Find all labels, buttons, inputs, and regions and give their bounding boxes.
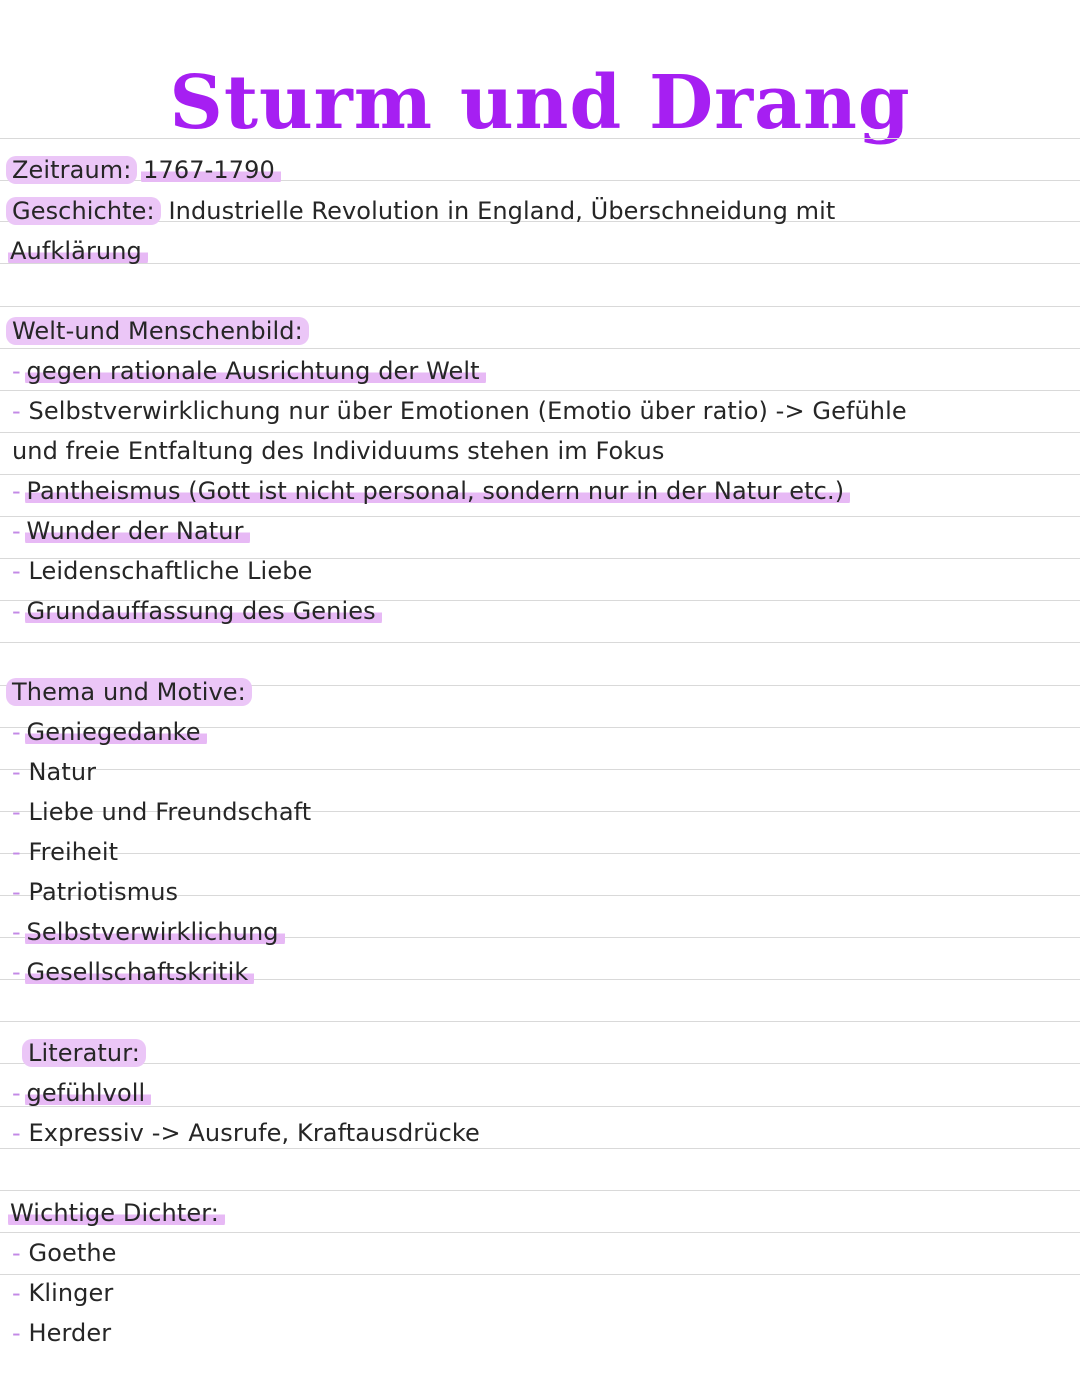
geschichte-line: [12, 191, 835, 231]
ruled-line: [0, 853, 1080, 854]
list-item: - gefühlvoll: [12, 1073, 151, 1113]
weltbild-item: Grundauffassung des Genies: [25, 597, 382, 625]
geschichte-value: Industrielle Revolution in England, Überschneidung mit: [168, 197, 836, 225]
list-item: - Goethe: [12, 1239, 117, 1267]
ruled-line: [0, 1021, 1080, 1022]
list-item: - Selbstverwirklichung: [12, 912, 285, 952]
list-item: - Gesellschaftskritik: [12, 952, 254, 992]
motive-heading-line: [12, 672, 252, 712]
weltbild-heading-line: [12, 311, 309, 351]
dichter-heading-line: [12, 1193, 225, 1233]
list-item: - Natur: [12, 758, 97, 786]
weltbild-item: Wunder der Natur: [25, 517, 250, 545]
weltbild-item-continued: und freie Entfaltung des Individuums stehen im Fokus: [12, 437, 665, 465]
ruled-line: [0, 1274, 1080, 1275]
zeitraum-line: [12, 150, 281, 190]
list-item: - gegen rationale Ausrichtung der Welt: [12, 351, 486, 391]
weltbild-heading: Welt-und Menschenbild:: [6, 317, 309, 345]
list-item: - Herder: [12, 1319, 112, 1347]
literatur-heading-line: [28, 1033, 146, 1073]
list-item: - Selbstverwirklichung nur über Emotionen (Emotio über ratio) -> Gefühle: [12, 397, 907, 425]
literatur-item: gefühlvoll: [25, 1079, 152, 1107]
list-item: - Patriotismus: [12, 878, 179, 906]
dichter-item: Herder: [28, 1319, 112, 1347]
motive-heading: Thema und Motive:: [6, 678, 252, 706]
list-item: - Freiheit: [12, 838, 119, 866]
list-item: - Liebe und Freundschaft: [12, 798, 312, 826]
list-item: - Expressiv -> Ausrufe, Kraftausdrücke: [12, 1119, 480, 1147]
geschichte-line-2: [12, 231, 148, 271]
motive-item: Liebe und Freundschaft: [28, 798, 312, 826]
zeitraum-value: 1767-1790: [141, 156, 281, 184]
list-item: - Pantheismus (Gott ist nicht personal, sondern nur in der Natur etc.): [12, 471, 850, 511]
ruled-line: [0, 1106, 1080, 1107]
weltbild-item: Leidenschaftliche Liebe: [28, 557, 313, 585]
motive-item: Freiheit: [28, 838, 119, 866]
dichter-heading: Wichtige Dichter:: [8, 1199, 225, 1227]
ruled-line: [0, 138, 1080, 139]
motive-item: Patriotismus: [28, 878, 179, 906]
zeitraum-label: Zeitraum:: [6, 156, 137, 184]
list-item: - Wunder der Natur: [12, 511, 250, 551]
motive-item: Selbstverwirklichung: [25, 918, 285, 946]
motive-item: Natur: [28, 758, 97, 786]
geschichte-value-continued: Aufklärung: [8, 237, 148, 265]
weltbild-item: gegen rationale Ausrichtung der Welt: [25, 357, 486, 385]
weltbild-item: Pantheismus (Gott ist nicht personal, sondern nur in der Natur etc.): [25, 477, 851, 505]
motive-item: Geniegedanke: [25, 718, 207, 746]
ruled-line: [0, 306, 1080, 307]
ruled-line: [0, 1063, 1080, 1064]
weltbild-item: Selbstverwirklichung nur über Emotionen (Emotio über ratio) -> Gefühle: [28, 397, 907, 425]
ruled-line: [0, 263, 1080, 264]
ruled-line: [0, 769, 1080, 770]
motive-item: Gesellschaftskritik: [25, 958, 255, 986]
ruled-line: [0, 642, 1080, 643]
geschichte-label: Geschichte:: [6, 197, 161, 225]
list-item-continued: [12, 431, 664, 471]
dichter-item: Klinger: [28, 1279, 114, 1307]
ruled-line: [0, 1190, 1080, 1191]
page-title: Sturm und Drang: [169, 60, 911, 146]
list-item: - Klinger: [12, 1279, 114, 1307]
literatur-item: Expressiv -> Ausrufe, Kraftausdrücke: [28, 1119, 480, 1147]
dichter-item: Goethe: [28, 1239, 117, 1267]
literatur-heading: Literatur:: [22, 1039, 146, 1067]
list-item: - Leidenschaftliche Liebe: [12, 557, 313, 585]
list-item: - Grundauffassung des Genies: [12, 591, 382, 631]
list-item: - Geniegedanke: [12, 712, 207, 752]
